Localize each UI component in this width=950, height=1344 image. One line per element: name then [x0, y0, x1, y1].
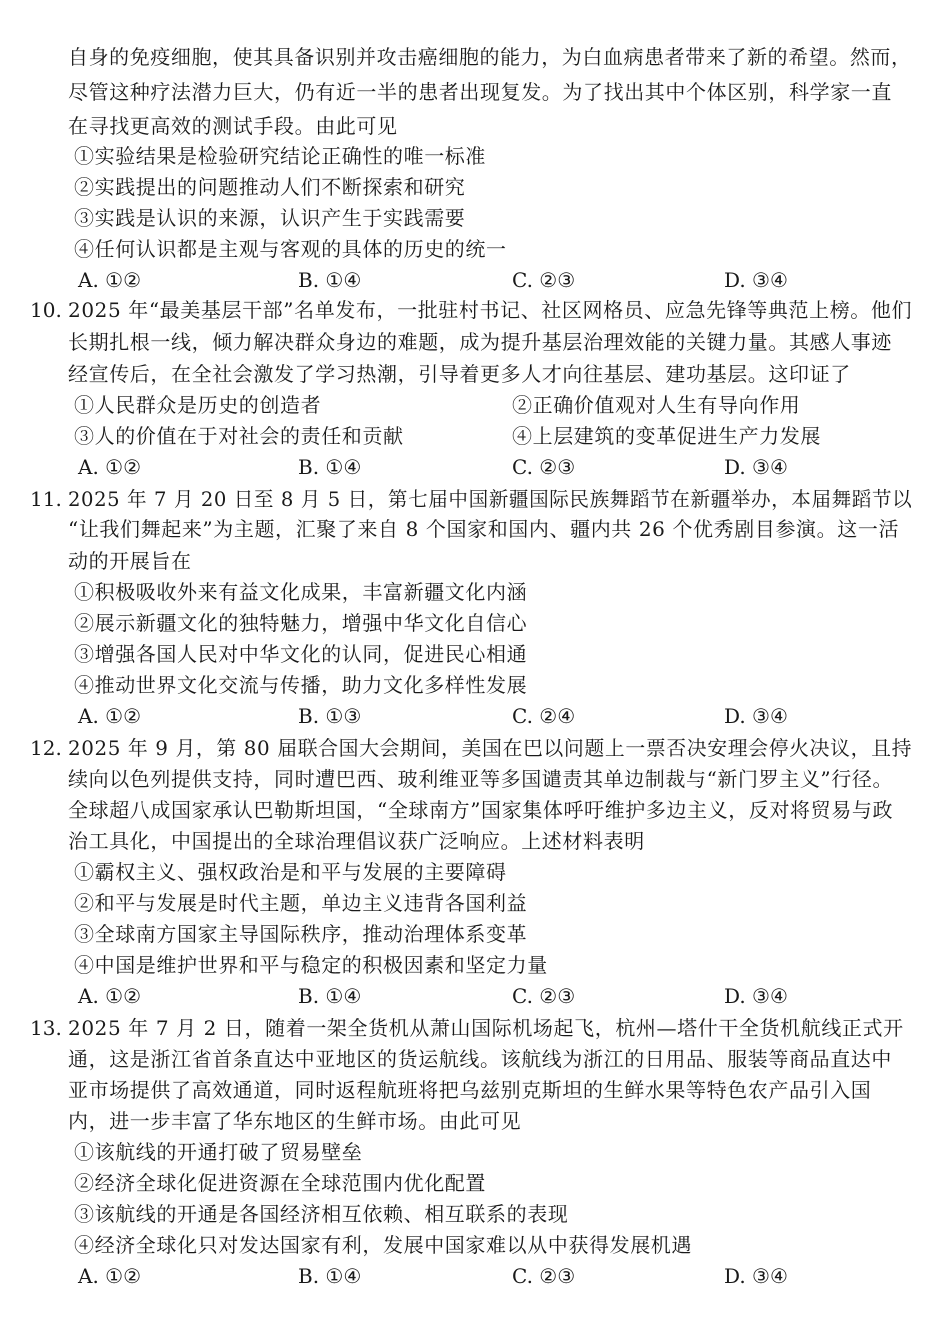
choice-d: D. ③④	[724, 704, 788, 728]
stem-line: 经宣传后，在全社会激发了学习热潮，引导着更多人才向往基层、建功基层。这印证了	[68, 362, 851, 386]
stem-line: 长期扎根一线，倾力解决群众身边的难题，成为提升基层治理效能的关键力量。其感人事迹	[68, 330, 892, 354]
choice-b: B. ①③	[298, 704, 362, 728]
statement-item: ①实验结果是检验研究结论正确性的唯一标准	[74, 144, 486, 168]
choice-b: B. ①④	[298, 984, 362, 1008]
stem-line: 动的开展旨在	[68, 549, 192, 573]
question-number: 11.	[30, 487, 62, 511]
stem-line: 全球超八成国家承认巴勒斯坦国，“全球南方”国家集体呼吁维护多边主义，反对将贸易与政	[68, 798, 894, 822]
stem-line: 2025 年 7 月 20 日至 8 月 5 日，第七届中国新疆国际民族舞蹈节在新疆举办，本届舞蹈节以	[68, 487, 913, 511]
statement-item: ①积极吸收外来有益文化成果，丰富新疆文化内涵	[74, 580, 528, 604]
stem-line: 2025 年 9 月，第 80 届联合国大会期间，美国在巴以问题上一票否决安理会停火决议，且持	[68, 736, 913, 760]
choice-b: B. ①④	[298, 268, 362, 292]
statement-item: ③全球南方国家主导国际秩序，推动治理体系变革	[74, 922, 528, 946]
choice-a: A. ①②	[78, 1264, 142, 1288]
statement-item: ③实践是认识的来源，认识产生于实践需要	[74, 206, 466, 230]
stem-line: “让我们舞起来”为主题，汇聚了来自 8 个国家和国内、疆内共 26 个优秀剧目参演。这一活	[68, 517, 900, 541]
stem-line: 2025 年“最美基层干部”名单发布，一批驻村书记、社区网格员、应急先锋等典范上榜。他们	[68, 298, 913, 322]
question-number: 10.	[30, 298, 62, 322]
statement-item: ②和平与发展是时代主题，单边主义违背各国利益	[74, 891, 528, 915]
statement-item: ①人民群众是历史的创造者	[74, 393, 322, 417]
stem-line: 通，这是浙江省首条直达中亚地区的货运航线。该航线为浙江的日用品、服装等商品直达中	[68, 1047, 892, 1071]
statement-item: ②实践提出的问题推动人们不断探索和研究	[74, 175, 466, 199]
choice-c: C. ②③	[512, 268, 576, 292]
choice-d: D. ③④	[724, 455, 788, 479]
statement-item: ④任何认识都是主观与客观的具体的历史的统一	[74, 237, 507, 261]
stem-line: 续向以色列提供支持，同时遭巴西、玻利维亚等多国谴责其单边制裁与“新门罗主义”行径。	[68, 767, 894, 791]
choice-c: C. ②④	[512, 704, 576, 728]
statement-item: ②展示新疆文化的独特魅力，增强中华文化自信心	[74, 611, 528, 635]
stem-line: 2025 年 7 月 2 日，随着一架全货机从萧山国际机场起飞，杭州—塔什干全货机航线正式开	[68, 1016, 904, 1040]
statement-item: ③该航线的开通是各国经济相互依赖、相互联系的表现	[74, 1202, 569, 1226]
choice-a: A. ①②	[78, 984, 142, 1008]
statement-item: ①该航线的开通打破了贸易壁垒	[74, 1140, 363, 1164]
stem-line: 自身的免疫细胞，使其具备识别并攻击癌细胞的能力，为白血病患者带来了新的希望。然而，	[68, 45, 912, 69]
statement-item: ③增强各国人民对中华文化的认同，促进民心相通	[74, 642, 528, 666]
statement-item: ②经济全球化促进资源在全球范围内优化配置	[74, 1171, 486, 1195]
choice-a: A. ①②	[78, 455, 142, 479]
statement-item: ④上层建筑的变革促进生产力发展	[512, 424, 821, 448]
stem-line: 亚市场提供了高效通道，同时返程航班将把乌兹别克斯坦的生鲜水果等特色农产品引入国	[68, 1078, 872, 1102]
statement-item: ④推动世界文化交流与传播，助力文化多样性发展	[74, 673, 528, 697]
stem-line: 内，进一步丰富了华东地区的生鲜市场。由此可见	[68, 1109, 522, 1133]
choice-c: C. ②③	[512, 984, 576, 1008]
choice-a: A. ①②	[78, 268, 142, 292]
question-number: 12.	[30, 736, 62, 760]
choice-a: A. ①②	[78, 704, 142, 728]
statement-item: ②正确价值观对人生有导向作用	[512, 393, 801, 417]
choice-c: C. ②③	[512, 1264, 576, 1288]
choice-c: C. ②③	[512, 455, 576, 479]
stem-line: 尽管这种疗法潜力巨大，仍有近一半的患者出现复发。为了找出其中个体区别，科学家一直	[68, 80, 892, 104]
stem-line: 治工具化，中国提出的全球治理倡议获广泛响应。上述材料表明	[68, 829, 645, 853]
choice-d: D. ③④	[724, 984, 788, 1008]
stem-line: 在寻找更高效的测试手段。由此可见	[68, 114, 398, 138]
statement-item: ④中国是维护世界和平与稳定的积极因素和坚定力量	[74, 953, 548, 977]
statement-item: ③人的价值在于对社会的责任和贡献	[74, 424, 404, 448]
choice-d: D. ③④	[724, 268, 788, 292]
choice-d: D. ③④	[724, 1264, 788, 1288]
question-number: 13.	[30, 1016, 62, 1040]
choice-b: B. ①④	[298, 1264, 362, 1288]
statement-item: ④经济全球化只对发达国家有利，发展中国家难以从中获得发展机遇	[74, 1233, 692, 1257]
statement-item: ①霸权主义、强权政治是和平与发展的主要障碍	[74, 860, 507, 884]
choice-b: B. ①④	[298, 455, 362, 479]
